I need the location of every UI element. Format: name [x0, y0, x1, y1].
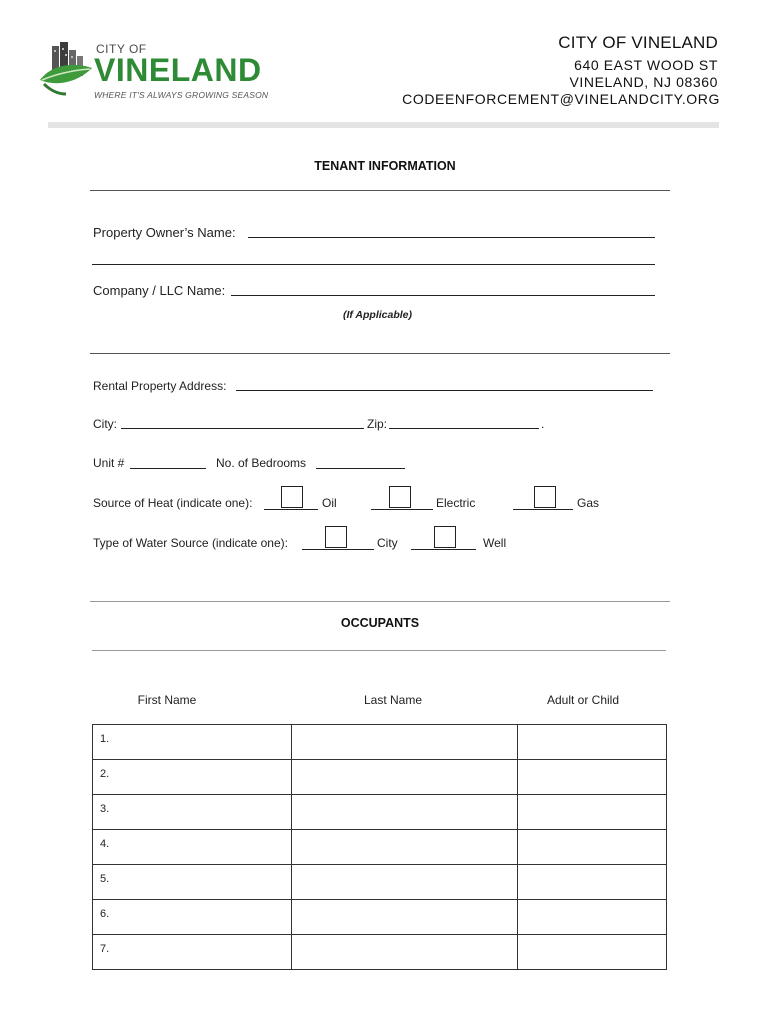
occupants-title-rule [92, 650, 666, 651]
company-name-field[interactable] [231, 295, 655, 296]
table-row [93, 795, 667, 830]
adult-or-child-cell[interactable] [518, 725, 667, 760]
first-name-cell[interactable] [93, 725, 292, 760]
row-number: 5. [100, 873, 110, 885]
zip-label: Zip: [367, 417, 388, 431]
water-well-line [411, 549, 476, 550]
city-skyline-leaf-icon [38, 40, 96, 98]
last-name-cell[interactable] [292, 760, 518, 795]
occupants-table [92, 724, 667, 970]
first-name-cell[interactable] [93, 760, 292, 795]
row-number: 2. [100, 768, 110, 780]
table-row [93, 760, 667, 795]
last-name-cell[interactable] [292, 830, 518, 865]
water-well-label: Well [483, 536, 507, 550]
row-number: 7. [100, 943, 110, 955]
adult-or-child-cell[interactable] [518, 900, 667, 935]
logo-name: VINELAND [94, 52, 262, 88]
rental-address-label: Rental Property Address: [93, 379, 227, 393]
heat-electric-checkbox[interactable] [389, 486, 411, 508]
company-name-label: Company / LLC Name: [93, 283, 226, 298]
first-name-cell[interactable] [93, 795, 292, 830]
office-street: 640 EAST WOOD ST [574, 57, 718, 73]
adult-or-child-cell[interactable] [518, 830, 667, 865]
table-row [93, 830, 667, 865]
bedrooms-label: No. of Bedrooms [216, 456, 307, 470]
row-number: 1. [100, 733, 110, 745]
water-source-label: Type of Water Source (indicate one): [93, 536, 288, 550]
zip-field[interactable] [389, 428, 539, 429]
column-adult-or-child: Adult or Child [546, 693, 620, 707]
heat-oil-line [264, 509, 318, 510]
header-divider [48, 122, 719, 128]
table-row [93, 865, 667, 900]
heat-oil-checkbox[interactable] [281, 486, 303, 508]
table-row [93, 935, 667, 970]
tenant-title-rule [90, 190, 670, 191]
bedrooms-field[interactable] [316, 468, 405, 469]
heat-electric-label: Electric [436, 496, 476, 510]
heat-electric-line [371, 509, 433, 510]
last-name-cell[interactable] [292, 865, 518, 900]
water-city-checkbox[interactable] [325, 526, 347, 548]
first-name-cell[interactable] [93, 830, 292, 865]
city-logo [38, 38, 278, 102]
first-name-cell[interactable] [93, 900, 292, 935]
city-label: City: [93, 417, 117, 431]
adult-or-child-cell[interactable] [518, 795, 667, 830]
heat-gas-line [513, 509, 573, 510]
last-name-cell[interactable] [292, 795, 518, 830]
heat-source-label: Source of Heat (indicate one): [93, 496, 253, 510]
last-name-cell[interactable] [292, 935, 518, 970]
office-city-state-zip: VINELAND, NJ 08360 [569, 74, 718, 90]
row-number: 6. [100, 908, 110, 920]
company-note: (If Applicable) [342, 309, 413, 321]
occupants-top-rule [90, 601, 670, 602]
office-email[interactable]: CODEENFORCEMENT@VINELANDCITY.ORG [402, 91, 720, 107]
zip-end-mark: . [541, 417, 545, 431]
last-name-cell[interactable] [292, 900, 518, 935]
office-title: CITY OF VINELAND [558, 33, 718, 52]
unit-label: Unit # [93, 456, 125, 470]
owner-name-label: Property Owner’s Name: [93, 225, 236, 240]
logo-city-of: CITY OF [96, 42, 147, 56]
last-name-cell[interactable] [292, 725, 518, 760]
row-number: 4. [100, 838, 110, 850]
logo-tagline: WHERE IT'S ALWAYS GROWING SEASON [94, 90, 269, 100]
adult-or-child-cell[interactable] [518, 760, 667, 795]
column-last-name: Last Name [363, 693, 423, 707]
adult-or-child-cell[interactable] [518, 865, 667, 900]
heat-gas-label: Gas [577, 496, 600, 510]
owner-name-field-continued[interactable] [92, 264, 655, 265]
city-field[interactable] [121, 428, 364, 429]
first-name-cell[interactable] [93, 865, 292, 900]
column-first-name: First Name [137, 693, 197, 707]
rental-address-field[interactable] [236, 390, 653, 391]
property-section-rule [90, 353, 670, 354]
occupants-section-title: OCCUPANTS [340, 616, 420, 630]
owner-name-field[interactable] [248, 237, 655, 238]
table-row [93, 725, 667, 760]
water-city-line [302, 549, 374, 550]
water-city-label: City [377, 536, 398, 550]
tenant-section-title: TENANT INFORMATION [314, 159, 456, 173]
adult-or-child-cell[interactable] [518, 935, 667, 970]
first-name-cell[interactable] [93, 935, 292, 970]
row-number: 3. [100, 803, 110, 815]
heat-oil-label: Oil [322, 496, 337, 510]
water-well-checkbox[interactable] [434, 526, 456, 548]
heat-gas-checkbox[interactable] [534, 486, 556, 508]
table-row [93, 900, 667, 935]
unit-field[interactable] [130, 468, 206, 469]
